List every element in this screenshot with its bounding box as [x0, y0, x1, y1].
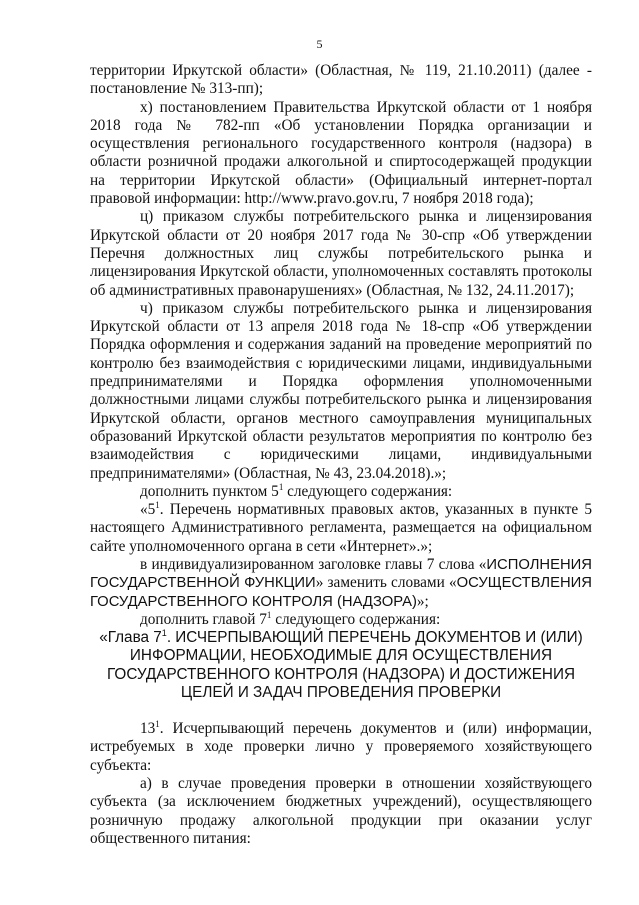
chapter-heading: «Глава $7^1$. ИСЧЕРПЫВАЮЩИЙ ПЕРЕЧЕНЬ ДОКУМЕНТОВ И (ИЛИ) ИНФОРМАЦИИ, НЕОБХОДИМЫЕ ДЛЯ ОСУЩЕСТВЛЕНИЯ ГОСУДАРСТВЕННОГО КОНТРОЛЯ (НАДЗОРА) И ДОСТИЖЕНИЯ ЦЕЛЕЙ И ЗАДАЧ ПРОВЕДЕНИЯ ПРОВЕРКИ: [99, 628, 583, 701]
paragraph-continuation: территории Иркутской области» (Областная, № 119, 21.10.2011) (далее - постановление № 313-пп);: [90, 62, 592, 98]
paragraph-item-ch: ч) приказом службы потребительского рынка и лицензирования Иркутской области от 13 апреля 2018 года № 18-спр «Об утверждении Порядка оформления и содержания заданий на проведение мероприятий по контролю без взаимодействия с юридическими лицами, индивидуальными предпринимателями и Порядка оформления уполномоченными должностными лицами службы потребительского рынка и лицензирования Иркутской области, органов местного самоуправления муниципальных образований Иркутской области результатов мероприятия по контролю без взаимодействия с юридическими лицами, индивидуальными предпринимателями» (Областная, № 43, 23.04.2018).»;: [90, 299, 592, 482]
paragraph-add-chapter: дополнить главой $7^1$ следующего содержания:: [140, 609, 441, 628]
page-number: 5: [316, 37, 323, 51]
document-body: [90, 62, 592, 848]
paragraph-rename-heading: в индивидуализированном заголовке главы 7 слова «ИСПОЛНЕНИЯ ГОСУДАРСТВЕННОЙ ФУНКЦИИ» заменить словами «ОСУЩЕСТВЛЕНИЯ ГОСУДАРСТВЕННОГО КОНТРОЛЯ (НАДЗОРА)»;: [90, 556, 592, 610]
spacer: [90, 702, 592, 720]
paragraph-add-point: дополнить пунктом $5^1$ следующего содержания:: [140, 481, 453, 500]
paragraph-item-ts: ц) приказом службы потребительского рынка и лицензирования Иркутской области от 20 ноября 2017 года № 30-спр «Об утверждении Перечня должностных лиц службы потребительского рынка и лицензирования Иркутской области, уполномоченных составлять протоколы об административных правонарушениях» (Областная, № 132, 24.11.2017);: [90, 208, 592, 299]
paragraph-point-5-1: «$5^1$. Перечень нормативных правовых актов, указанных в пункте 5 настоящего Административного регламента, размещается на официальном сайте уполномоченного органа в сети «Интернет».»;: [90, 500, 592, 555]
paragraph-item-kh: х) постановлением Правительства Иркутской области от 1 ноября 2018 года № 782-пп «Об установлении Порядка организации и осуществления регионального государственного контроля (надзора) в области розничной продажи алкогольной и спиртосодержащей продукции на территории Иркутской области» (Официальный интернет-портал правовой информации: http://www.pravo.gov.ru, 7 ноября 2018 года);: [90, 98, 592, 208]
paragraph-item-13-1: $13^1$. Исчерпывающий перечень документов и (или) информации, истребуемых в ходе проверки лично у проверяемого хозяйствующего субъекта:: [90, 718, 592, 774]
paragraph-item-a: а) в случае проведения проверки в отношении хозяйствующего субъекта (за исключением бюджетных учреждений), осуществляющего розничную продажу алкогольной продукции при оказании услуг общественного питания:: [90, 774, 592, 847]
